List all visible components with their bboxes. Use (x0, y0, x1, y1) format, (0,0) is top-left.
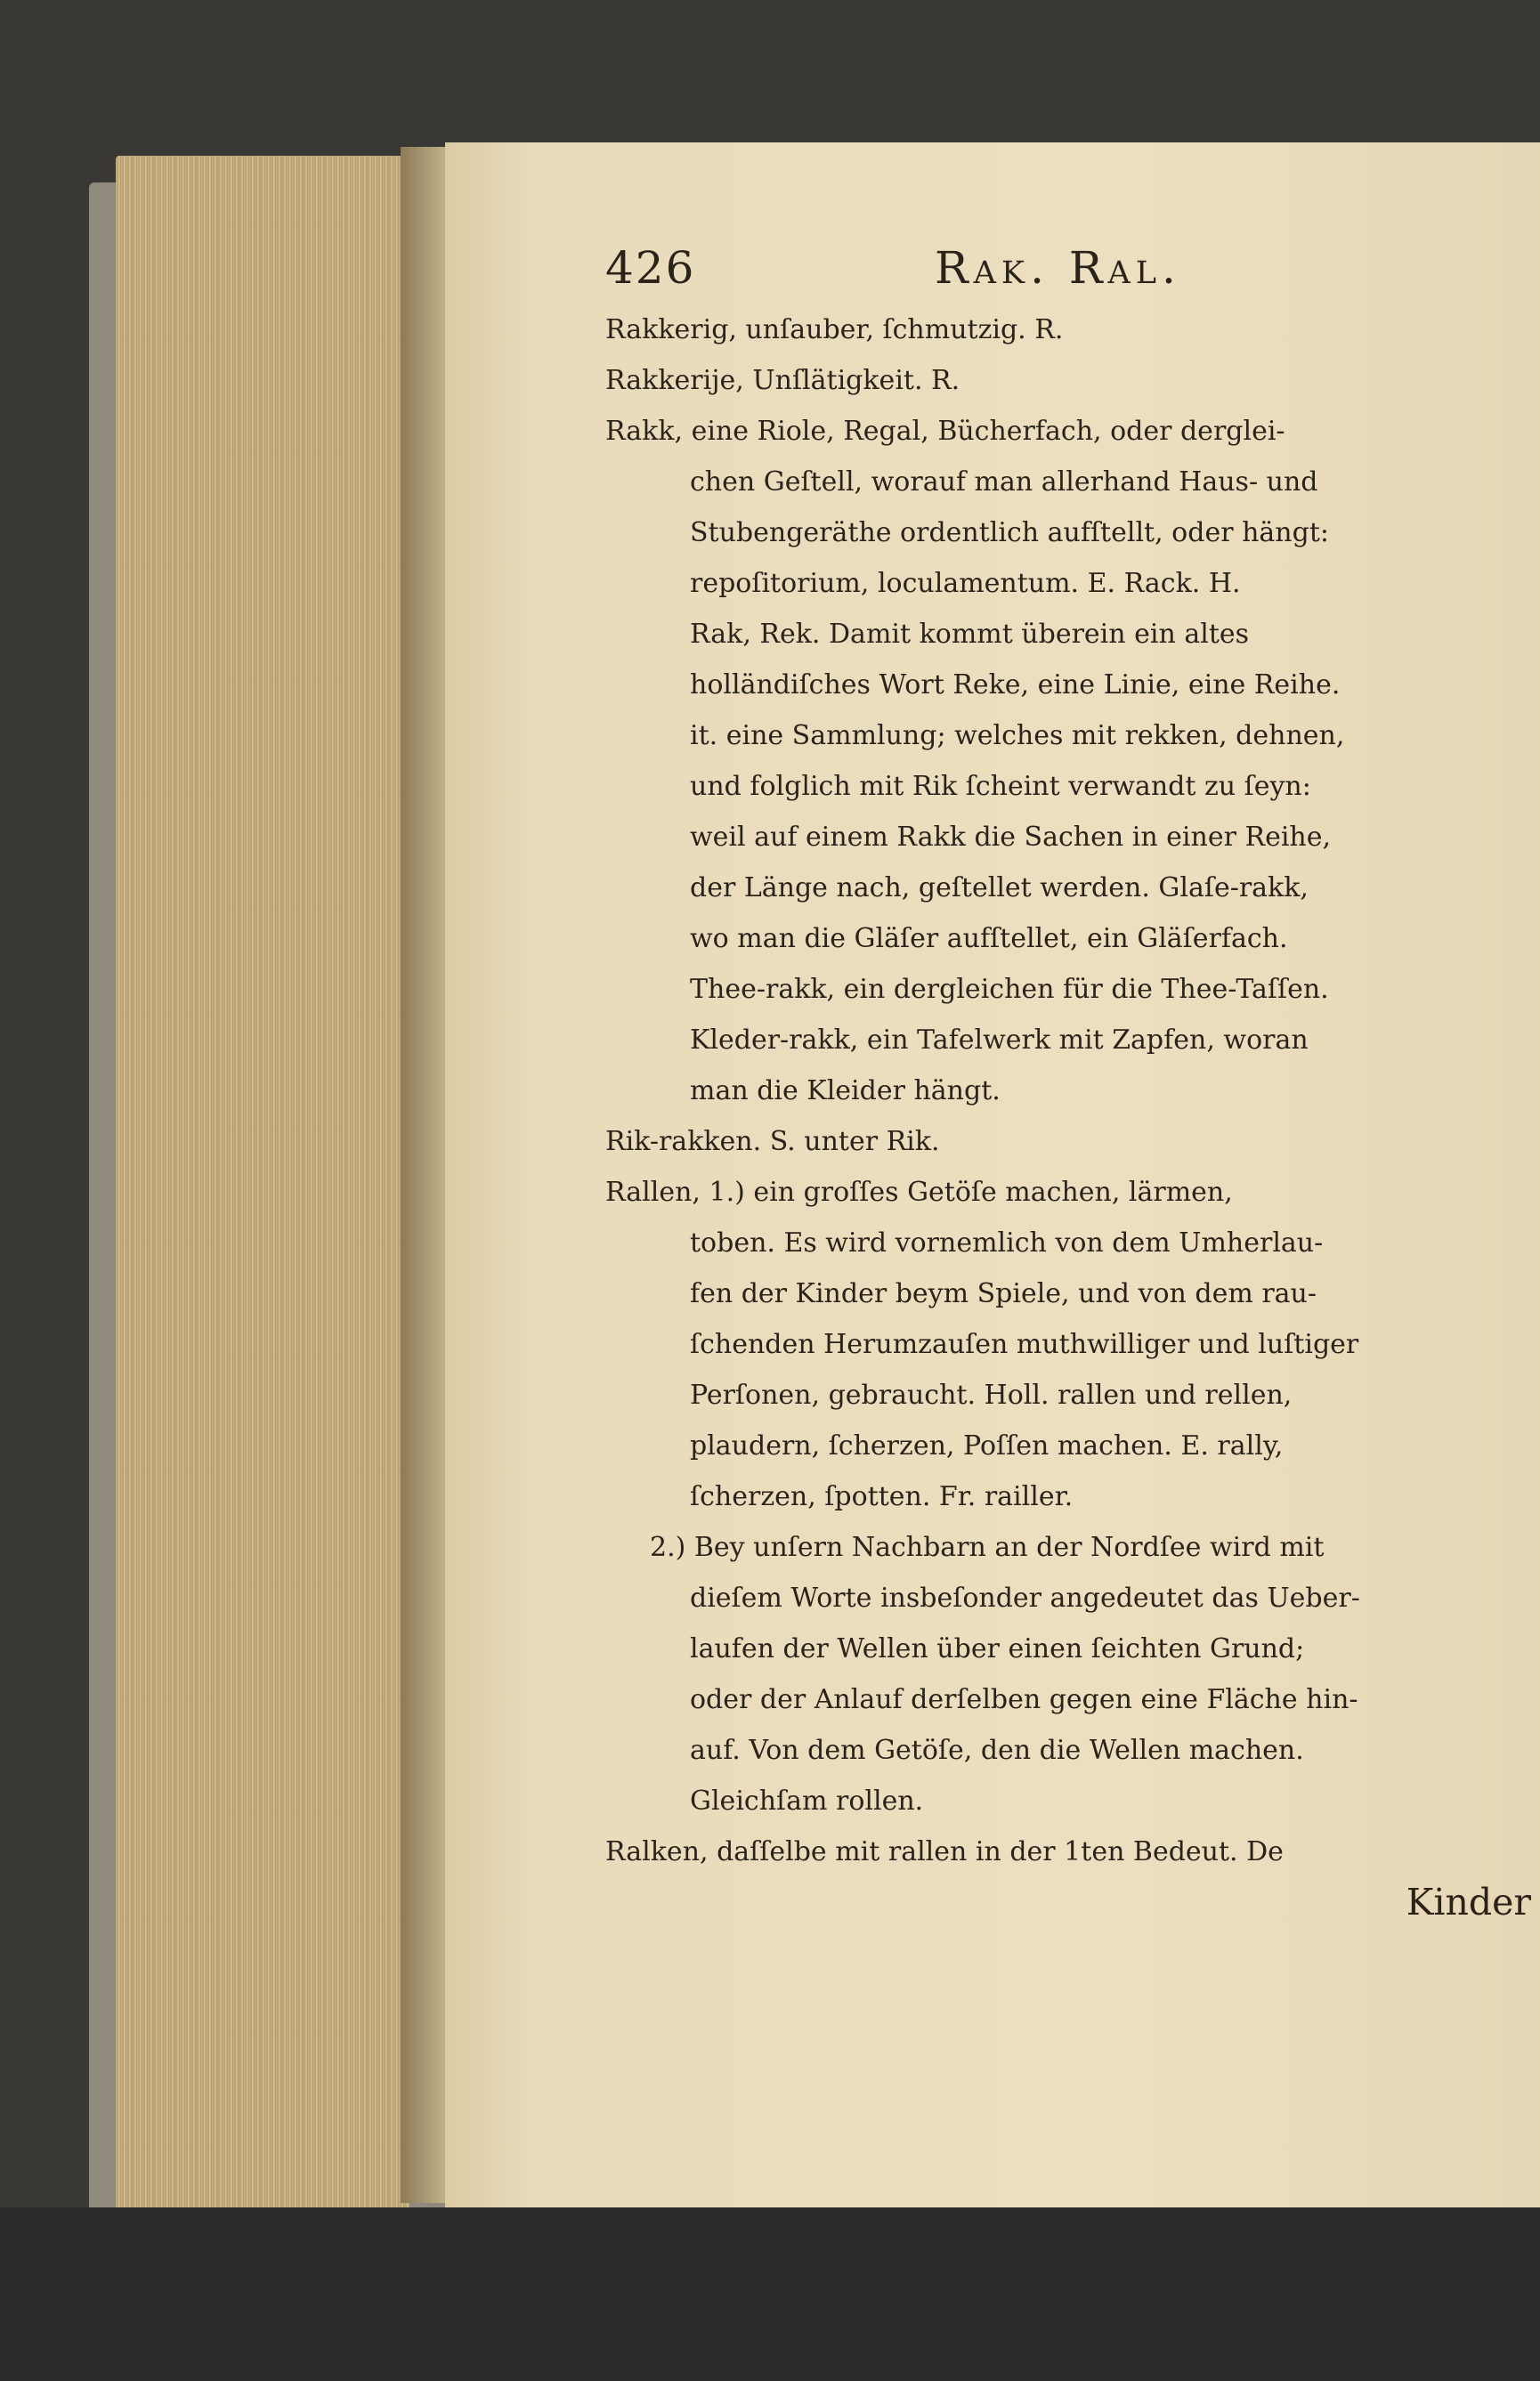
text-line: toben. Es wird vornemlich von dem Umherlau- (690, 1227, 1324, 1259)
text-line: laufen der Wellen über einen ſeichten Grund; (690, 1633, 1305, 1664)
text-body (605, 304, 1531, 1877)
text-line: Rik-rakken. S. unter Rik. (605, 1126, 940, 1157)
background-bottom (0, 2207, 1540, 2381)
text-line: repoſitorium, loculamentum. E. Rack. H. (690, 568, 1241, 599)
text-line: ſcherzen, ſpotten. Fr. railler. (690, 1481, 1074, 1512)
text-line: wo man die Gläſer aufſtellet, ein Gläſerfach. (690, 923, 1288, 954)
text-line: ſchenden Herumzauſen muthwilliger und luſtiger (690, 1329, 1359, 1360)
text-line: Rakkerije, Unſlätigkeit. R. (605, 365, 960, 396)
text-line: der Länge nach, geſtellet werden. Glaſe-rakk, (690, 872, 1309, 903)
text-line: plaudern, ſcherzen, Poſſen machen. E. rally, (690, 1430, 1284, 1462)
text-line: fen der Kinder beym Spiele, und von dem rau- (690, 1278, 1317, 1309)
text-line: weil auf einem Rakk die Sachen in einer Reihe, (690, 822, 1332, 853)
text-line: Rak, Rek. Damit kommt überein ein altes (690, 619, 1250, 650)
text-line: Rallen, 1.) ein groſſes Getöſe machen, lärmen, (605, 1177, 1233, 1208)
text-line: und folglich mit Rik ſcheint verwandt zu ſeyn: (690, 771, 1311, 802)
text-line: Stubengeräthe ordentlich aufſtellt, oder hängt: (690, 517, 1329, 548)
page-header (605, 242, 1531, 304)
text-line: Thee-rakk, ein dergleichen für die Thee-Taſſen. (690, 974, 1329, 1005)
text-line: chen Geſtell, worauf man allerhand Haus- und (690, 466, 1318, 498)
text-line: man die Kleider hängt. (690, 1075, 1001, 1106)
page-edges (116, 156, 409, 2212)
text-line: Rakk, eine Riole, Regal, Bücherfach, oder derglei- (605, 416, 1285, 447)
text-line: dieſem Worte insbeſonder angedeutet das Ueber- (690, 1583, 1360, 1614)
text-line: Gleichſam rollen. (690, 1786, 924, 1817)
page-content (605, 242, 1531, 1928)
text-line: auf. Von dem Getöſe, den die Wellen machen. (690, 1735, 1304, 1766)
running-head: Rak. Ral. (935, 242, 1181, 294)
page-number: 426 (605, 242, 696, 294)
text-line: Perſonen, gebraucht. Holl. rallen und rellen, (690, 1380, 1293, 1411)
text-line: 2.) Bey unſern Nachbarn an der Nordſee wird mit (650, 1532, 1325, 1563)
text-line: oder der Anlauf derſelben gegen eine Fläche hin- (690, 1684, 1358, 1715)
text-line: Rakkerig, unſauber, ſchmutzig. R. (605, 314, 1064, 345)
text-line: Kleder-rakk, ein Tafelwerk mit Zapfen, woran (690, 1024, 1309, 1056)
text-line: Ralken, daſſelbe mit rallen in der 1ten Bedeut. De (605, 1836, 1284, 1867)
catchword: Kinder (1406, 1881, 1531, 1923)
text-line: holländiſches Wort Reke, eine Linie, eine Reihe. (690, 669, 1341, 701)
text-line: it. eine Sammlung; welches mit rekken, dehnen, (690, 720, 1345, 751)
